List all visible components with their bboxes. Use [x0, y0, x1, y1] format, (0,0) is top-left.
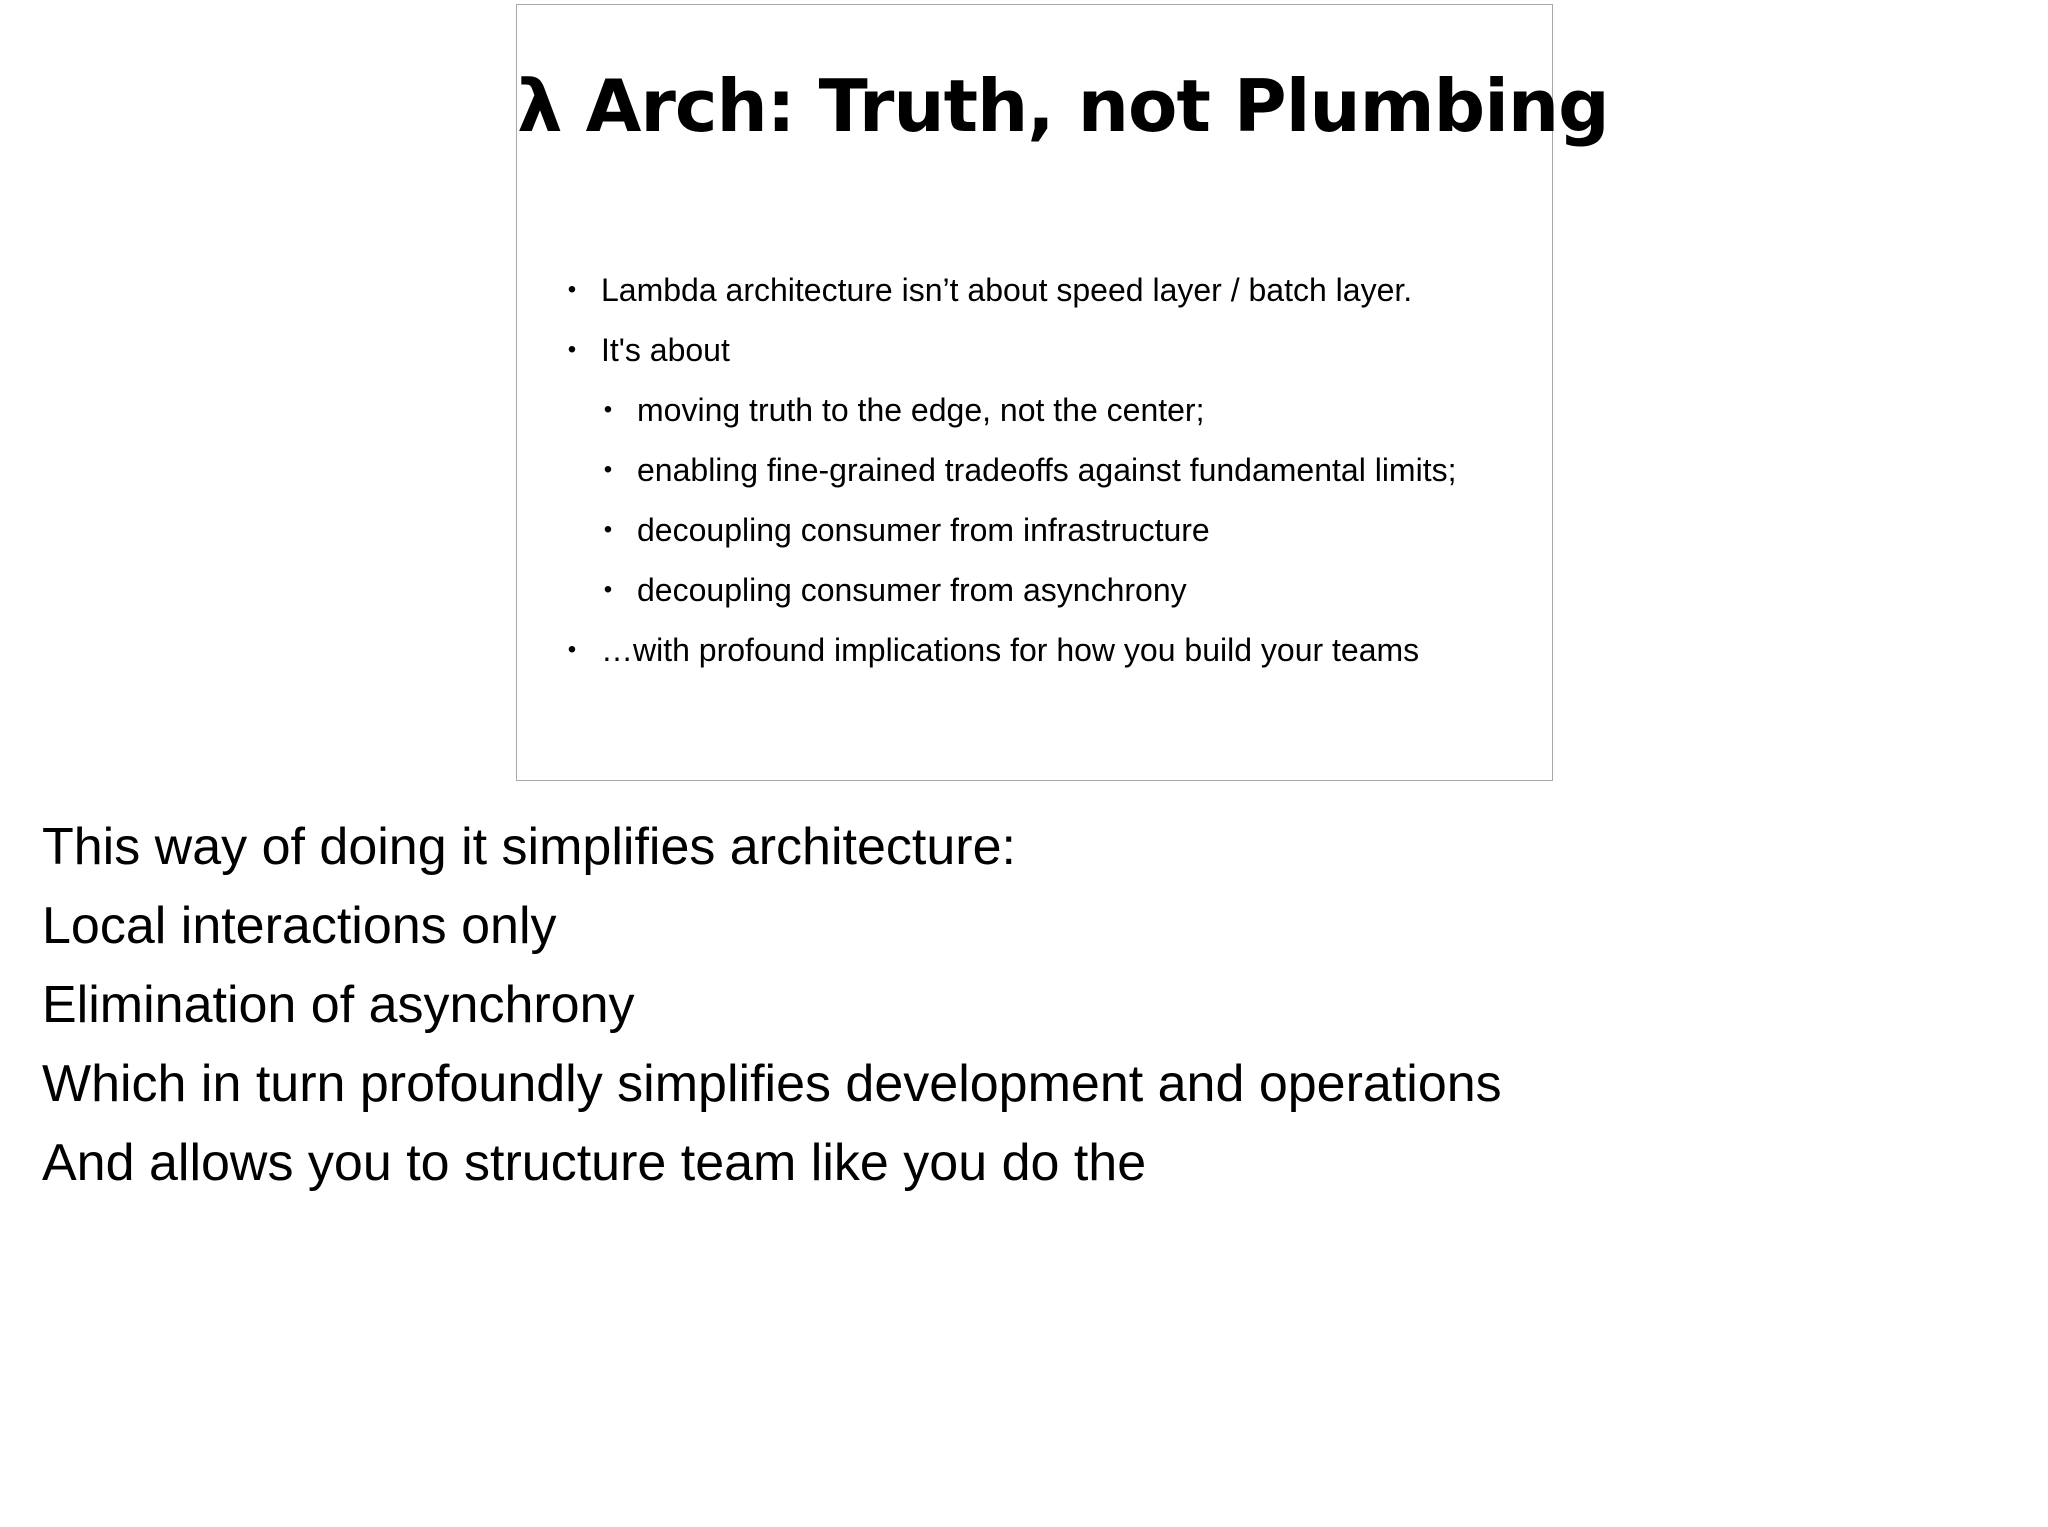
bullet-item: [562, 323, 1532, 383]
notes-line: Local interactions only: [42, 897, 557, 955]
notes-line: And allows you to structure team like you do the: [42, 1134, 1147, 1192]
slide-thumbnail: [516, 4, 1609, 781]
bullet-text: moving truth to the edge, not the center;: [637, 392, 1205, 428]
bullet-text: …with profound implications for how you build your teams: [601, 632, 1420, 668]
bullet-marker: •: [603, 396, 613, 423]
bullet-marker: •: [567, 636, 577, 663]
sub-bullet-item: [562, 443, 1532, 503]
bullet-marker: •: [603, 516, 613, 543]
slide-title: λ Arch: Truth, not Plumbing: [517, 64, 1609, 148]
bullet-text: decoupling consumer from asynchrony: [637, 572, 1187, 608]
slide-bullet-list: [562, 263, 1532, 683]
bullet-text: It's about: [601, 332, 730, 368]
bullet-item: [562, 263, 1532, 323]
speaker-notes: [42, 808, 1502, 1203]
notes-line: Which in turn profoundly simplifies development and operations: [42, 1055, 1502, 1113]
bullet-marker: •: [603, 456, 613, 483]
sub-bullet-item: [562, 563, 1532, 623]
bullet-marker: •: [567, 336, 577, 363]
bullet-item: [562, 623, 1532, 683]
bullet-marker: •: [567, 276, 577, 303]
notes-line: This way of doing it simplifies architecture:: [42, 818, 1016, 876]
bullet-text: enabling fine-grained tradeoffs against fundamental limits;: [637, 452, 1457, 488]
sub-bullet-item: [562, 503, 1532, 563]
bullet-text: decoupling consumer from infrastructure: [637, 512, 1210, 548]
bullet-marker: •: [603, 576, 613, 603]
sub-bullet-item: [562, 383, 1532, 443]
notes-line: Elimination of asynchrony: [42, 976, 635, 1034]
bullet-text: Lambda architecture isn’t about speed layer / batch layer.: [601, 272, 1413, 308]
